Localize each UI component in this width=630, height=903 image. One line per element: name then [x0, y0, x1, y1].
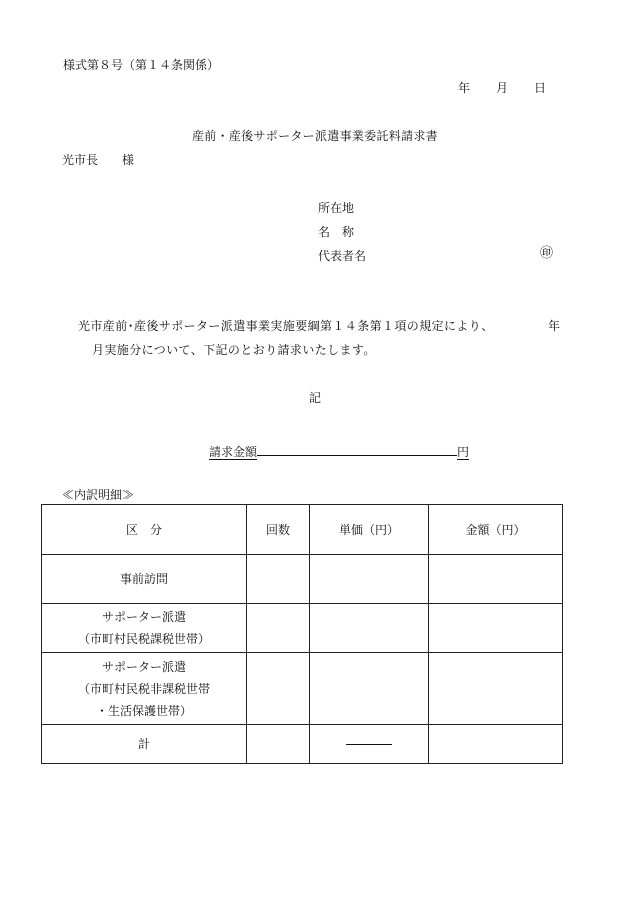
row-label	[42, 653, 247, 725]
header-unit-price: 単価（円）	[310, 505, 429, 555]
sender-representative-label: 代表者名	[318, 249, 367, 263]
amount-cell	[429, 604, 563, 653]
row-label-line: （市町村民税非課税世帯	[77, 681, 210, 696]
breakdown-table	[41, 504, 563, 764]
body-text-line2: 月実施分について、下記のとおり請求いたします。	[92, 343, 376, 357]
date-month-label: 月	[496, 81, 509, 95]
unit-price-cell	[310, 604, 429, 653]
table-row	[42, 555, 563, 604]
total-label	[42, 725, 247, 764]
ki-heading: 記	[308, 391, 321, 405]
billing-amount-unit: 円	[457, 445, 470, 459]
row-label-line: 計	[137, 737, 150, 751]
sender-name-label: 名 称	[318, 225, 355, 239]
table-total-row	[42, 725, 563, 764]
addressee-name: 光市長	[62, 153, 99, 167]
sender-block	[318, 200, 366, 272]
amount-cell	[429, 555, 563, 604]
billing-amount-label: 請求金額	[209, 445, 258, 459]
count-cell	[247, 604, 310, 653]
form-number: 様式第８号（第１４条関係）	[63, 58, 220, 72]
row-label	[42, 604, 247, 653]
unit-price-cell	[310, 653, 429, 725]
addressee	[62, 152, 134, 168]
date-day-label: 日	[534, 81, 547, 95]
header-category: 区 分	[42, 505, 247, 555]
count-cell	[247, 653, 310, 725]
total-unit-price-cell	[310, 725, 429, 764]
billing-amount	[209, 440, 469, 460]
header-amount: 金額（円）	[429, 505, 563, 555]
body-text-line1: 光市産前･産後サポーター派遣事業実施要綱第１４条第１項の規定により、	[78, 319, 494, 333]
row-label-line: （市町村民税課税世帯）	[77, 632, 210, 646]
not-applicable-dash	[346, 744, 392, 745]
document-title: 産前・産後サポーター派遣事業委託料請求書	[191, 129, 438, 143]
billing-amount-blank	[257, 440, 457, 456]
date-year-label: 年	[458, 81, 471, 95]
table-row	[42, 604, 563, 653]
row-label-line: サポーター派遣	[101, 610, 186, 624]
count-cell	[247, 555, 310, 604]
seal-mark: ㊞	[540, 246, 554, 261]
table-row	[42, 653, 563, 725]
total-count-cell	[247, 725, 310, 764]
row-label-line: 事前訪問	[119, 572, 168, 586]
breakdown-title: ≪内訳明細≫	[62, 488, 135, 502]
addressee-honorific: 様	[122, 153, 135, 167]
row-label-line: ・生活保護世帯）	[95, 703, 192, 718]
sender-location-label: 所在地	[318, 201, 355, 215]
unit-price-cell	[310, 555, 429, 604]
date-line	[458, 80, 546, 96]
row-label	[42, 555, 247, 604]
total-amount-cell	[429, 725, 563, 764]
table-header-row	[42, 505, 563, 555]
body-year-label: 年	[548, 319, 561, 333]
row-label-line: サポーター派遣	[101, 659, 186, 674]
amount-cell	[429, 653, 563, 725]
header-count: 回数	[247, 505, 310, 555]
